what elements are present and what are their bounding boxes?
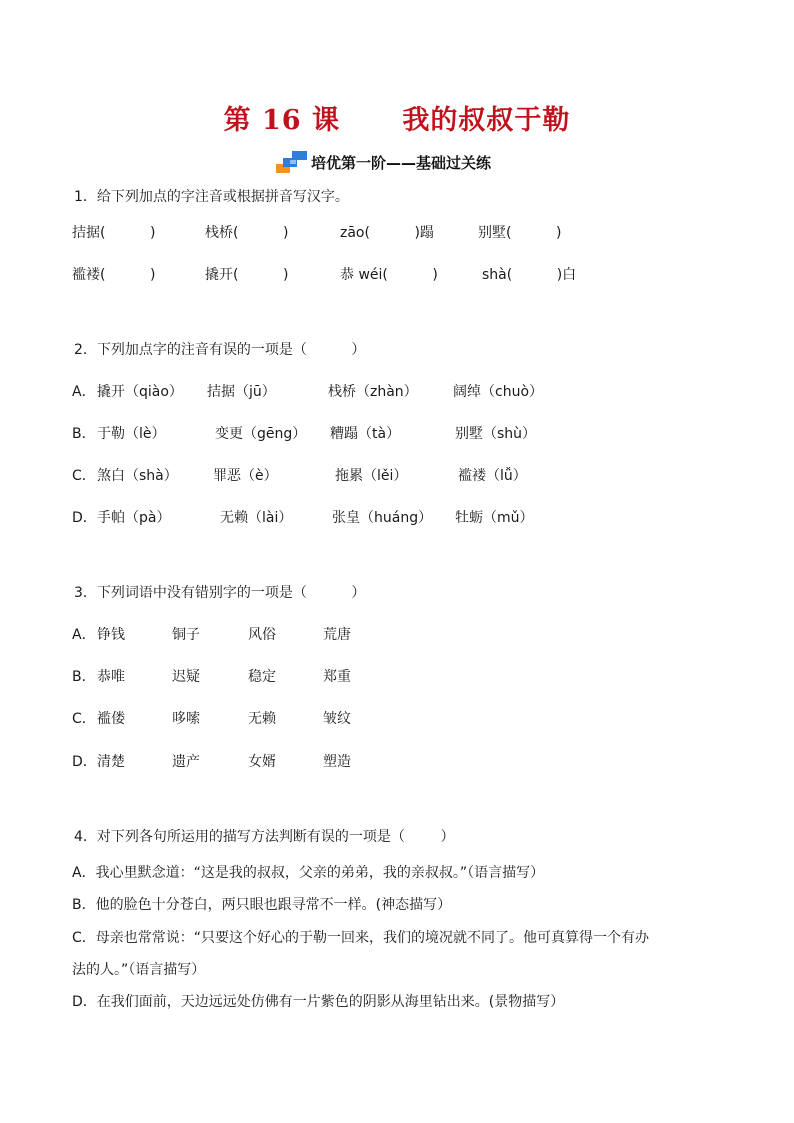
lesson-title: 第 16 课 我的叔叔于勒 [223,105,571,136]
q2-option-item: 拖累（lěi） [335,468,408,484]
q1-item: 别墅( ) [478,225,562,241]
q4-option: A．我心里默念道：“这是我的叔叔，父亲的弟弟，我的亲叔叔。”（语言描写） [72,865,545,881]
q3-option-item: 郑重 [323,669,351,685]
q1-stem: 1．给下列加点的字注音或根据拼音写汉字。 [74,189,349,205]
q1-item: 拮据( ) [72,225,156,241]
q3-option-item: 铮钱 [97,627,125,643]
q2-option-item: 手帕（pà） [97,510,171,526]
stairs-logo-icon [276,150,308,174]
q3-option-item: 塑造 [323,754,351,770]
q2-option-label: C． [72,468,96,484]
q2-option-item: 阔绰（chuò） [453,384,544,400]
q3-option-item: 清楚 [97,754,125,770]
q3-option-item: 哆嗦 [172,711,200,727]
subtitle-text: 培优第一阶——基础过关练 [311,153,492,172]
q4-option: B．他的脸色十分苍白，两只眼也跟寻常不一样。(神态描写） [72,897,452,913]
q2-option-item: 拮据（jū） [207,384,276,400]
q2-option-label: B． [72,426,96,442]
q2-option-item: 煞白（shà） [97,468,178,484]
q2-option-item: 于勒（lè） [97,426,166,442]
q4-option-continuation: 法的人。”（语言描写） [72,962,206,978]
q3-option-item: 无赖 [248,711,276,727]
section-subtitle [276,150,491,174]
q1-item: 撬开( ) [205,267,289,283]
q2-option-label: A． [72,384,96,400]
q2-option-item: 别墅（shù） [455,426,537,442]
q2-option-label: D． [72,510,97,526]
q4-stem: 4．对下列各句所运用的描写方法判断有误的一项是（ ） [74,829,455,845]
q3-option-item: 稳定 [248,669,276,685]
q3-option-label: A． [72,627,96,643]
q3-option-label: B． [72,669,96,685]
q4-option: D．在我们面前，天边远远处仿佛有一片紫色的阴影从海里钻出来。(景物描写） [72,994,565,1010]
q2-option-item: 褴褛（lǚ） [458,468,527,484]
q3-option-label: D． [72,754,97,770]
q2-option-item: 撬开（qiào） [97,384,183,400]
q2-option-item: 张皇（huáng） [332,510,433,526]
q1-item: 栈桥( ) [205,225,289,241]
q2-stem: 2．下列加点字的注音有误的一项是（ ） [74,342,366,358]
q3-option-item: 女婿 [248,754,276,770]
q3-option-item: 迟疑 [172,669,200,685]
q4-option: C．母亲也常常说：“只要这个好心的于勒一回来，我们的境况就不同了。他可真算得一个有办 [72,930,650,946]
q3-stem: 3．下列词语中没有错别字的一项是（ ） [74,585,366,601]
q2-option-item: 变更（gēng） [215,426,307,442]
q3-option-item: 恭唯 [97,669,125,685]
q2-option-item: 糟蹋（tà） [330,426,401,442]
q2-option-item: 罪恶（è） [213,468,278,484]
q3-option-label: C． [72,711,96,727]
q2-option-item: 无赖（lài） [220,510,293,526]
q3-option-item: 风俗 [248,627,276,643]
q3-option-item: 荒唐 [323,627,351,643]
q2-option-item: 栈桥（zhàn） [328,384,418,400]
q3-option-item: 铜子 [172,627,200,643]
q3-option-item: 褴偻 [97,711,125,727]
q1-item: 恭 wéi( ) [340,267,438,283]
q1-item: shà( )白 [482,267,577,283]
q3-option-item: 皱纹 [323,711,351,727]
q2-option-item: 牡蛎（mǔ） [455,510,534,526]
q3-option-item: 遗产 [172,754,200,770]
q1-item: 褴褛( ) [72,267,156,283]
q1-item: zāo( )蹋 [340,225,434,241]
